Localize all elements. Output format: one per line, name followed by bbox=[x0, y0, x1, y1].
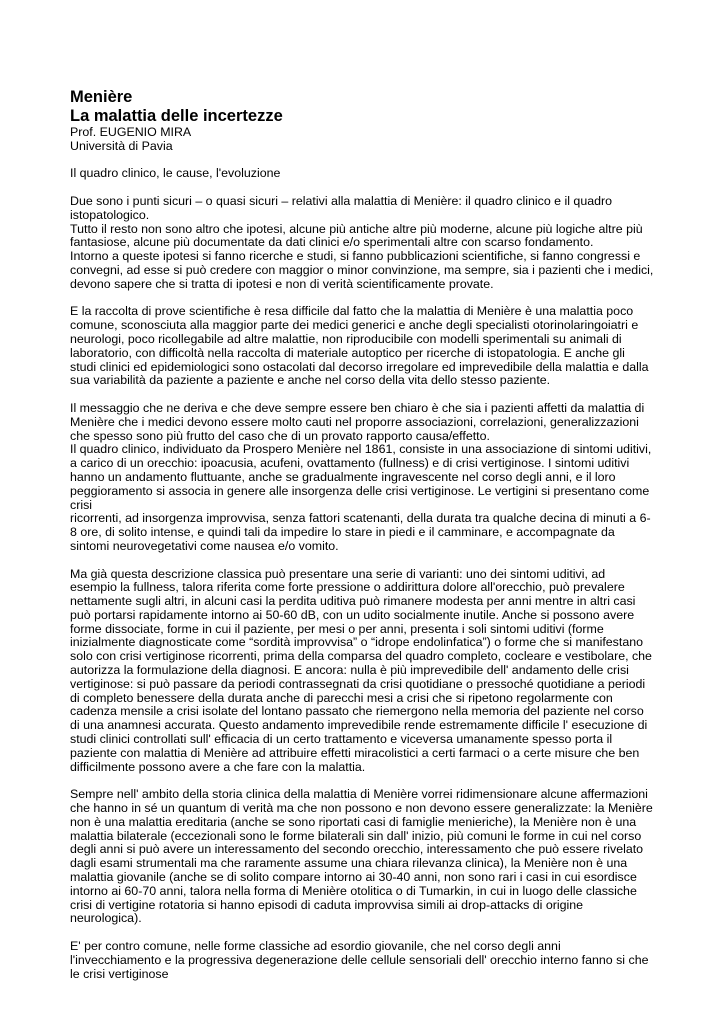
paragraph: Il messaggio che ne deriva e che deve sempre essere ben chiaro è che sia i pazienti affetti da malattia di Menière che i medici devono essere molto cauti nel proporre associazioni, correlazioni, generalizzazioni che spesso sono più frutto del caso che di un provato rapporto causa/effetto. Il quadro clinico, individuato da Prospero Menière nel 1861, consiste in una associazione di sintomi uditivi, a carico di un orecchio: ipoacusia, acufeni, ovattamento (fullness) e di crisi vertiginose. I sintomi uditivi hanno un andamento fluttuante, anche se gradualmente ingravescente nel corso degli anni, e il loro peggioramento si associa in genere alle insorgenza delle crisi vertiginose. Le vertigini si presentano come crisi ricorrenti, ad insorgenza improvvisa, senza fattori scatenanti, della durata tra qualche decina di minuti a 6-8 ore, di solito intense, e quindi tali da impedire lo stare in piedi e il camminare, e accompagnate da sintomi neurovegetativi come nausea e/o vomito. bbox=[70, 400, 652, 553]
document-page bbox=[70, 88, 654, 981]
document-title: Menière bbox=[70, 88, 133, 106]
paragraph: Sempre nell' ambito della storia clinica della malattia di Menière vorrei ridimensionare alcune affermazioni che hanno in sé un quantum di verità ma che non possono e non devono essere generalizzate: la Menière non è una malattia ereditaria (anche se sono riportati casi di famiglie menieriche), la Menière non è una malattia bilaterale (eccezionali sono le forme bilaterali sin dall' inizio, più comuni le forme in cui nel corso degli anni si può avere un interessamento del secondo orecchio, interessamento che può essere rivelato dagli esami strumentali ma che raramente assume una chiara rilevanza clinica), la Menière non è una malattia giovanile (anche se di solito compare intorno ai 30-40 anni, non sono rari i casi in cui esordisce intorno ai 60-70 anni, talora nella forma di Menière otolitica o di Tumarkin, in cui in luogo delle classiche crisi di vertigine rotatoria si hanno episodi di caduta improvvisa simili ai drop-attacks di origine neurologica). bbox=[70, 787, 653, 926]
document-subtitle: La malattia delle incertezze bbox=[70, 107, 283, 125]
paragraph: Due sono i punti sicuri – o quasi sicuri – relativi alla malattia di Menière: il quadro clinico e il quadro istopatologico. Tutto il resto non sono altro che ipotesi, alcune più antiche altre più moderne, alcune più logiche altre più fantasiose, alcune più documentate da dati clinici e/o sperimentali altre con scarso fondamento. Intorno a queste ipotesi si fanno ricerche e studi, si fanno pubblicazioni scientifiche, si fanno congressi e convegni, ad esse si può credere con maggior o minor convinzione, ma sempre, sia i pazienti che i medici, devono sapere che si tratta di ipotesi e non di verità scientificamente provate. bbox=[70, 193, 654, 291]
body-text bbox=[70, 195, 654, 981]
paragraph: E la raccolta di prove scientifiche è resa difficile dal fatto che la malattia di Menière è una malattia poco comune, sconosciuta alla maggior parte dei medici generici e anche degli specialisti otorinolaringoiatri e neurologi, poco ricollegabile ad altre malattie, non riproducibile con modelli sperimentali su animali di laboratorio, con difficoltà nella raccolta di materiale autoptico per ricerche di istopatologia. E anche gli studi clinici ed epidemiologici sono ostacolati dal decorso irregolare ed imprevedibile della malattia e dalla sua variabilità da paziente a paziente e anche nel corso della vita dello stesso paziente. bbox=[70, 304, 649, 388]
section-heading: Il quadro clinico, le cause, l'evoluzione bbox=[70, 166, 281, 181]
paragraph: Ma già questa descrizione classica può presentare una serie di varianti: uno dei sintomi uditivi, ad esempio la fullness, talora riferita come forte pressione o addirittura dolore all'orecchio, può prevalere nettamente sugli altri, in alcuni casi la perdita uditiva può rimanere modesta per anni mentre in altri casi può portarsi rapidamente intorno ai 50-60 dB, con un udito socialmente inutile. Anche si possono avere forme dissociate, forme in cui il paziente, per mesi o per anni, presenta i soli sintomi uditivi (forme inizialmente diagnosticate come “sordità improvvisa” o “idrope endolinfatica”) o forme che si manifestano solo con crisi vertiginose ricorrenti, prima della comparsa del quadro completo, cocleare e vestibolare, che autorizza la formulazione della diagnosi. E ancora: nulla è più imprevedibile dell' andamento delle crisi vertiginose: si può passare da periodi contrassegnati da crisi quotidiane o pressoché quotidiane a periodi di completo benessere della durata anche di parecchi mesi a crisi che si ripetono regolarmente con cadenza mensile a crisi isolate del lontano passato che riemergono nella memoria del paziente nel corso di una anamnesi accurata. Questo andamento imprevedibile rende estremamente difficile l' esecuzione di studi clinici controllati sull' efficacia di un certo trattamento e viceversa umanamente spesso porta il paziente con malattia di Menière ad attribuire effetti miracolistici a certi farmaci o a certe misure che ben difficilmente possono avere a che fare con la malattia. bbox=[70, 566, 652, 774]
author-affiliation: Università di Pavia bbox=[70, 138, 173, 153]
author-name: Prof. EUGENIO MIRA bbox=[70, 125, 192, 139]
paragraph: E' per contro comune, nelle forme classiche ad esordio giovanile, che nel corso degli anni l'invecchiamento e la progressiva degenerazione delle cellule sensoriali dell' orecchio interno fanno si che le crisi vertiginose bbox=[70, 939, 649, 981]
